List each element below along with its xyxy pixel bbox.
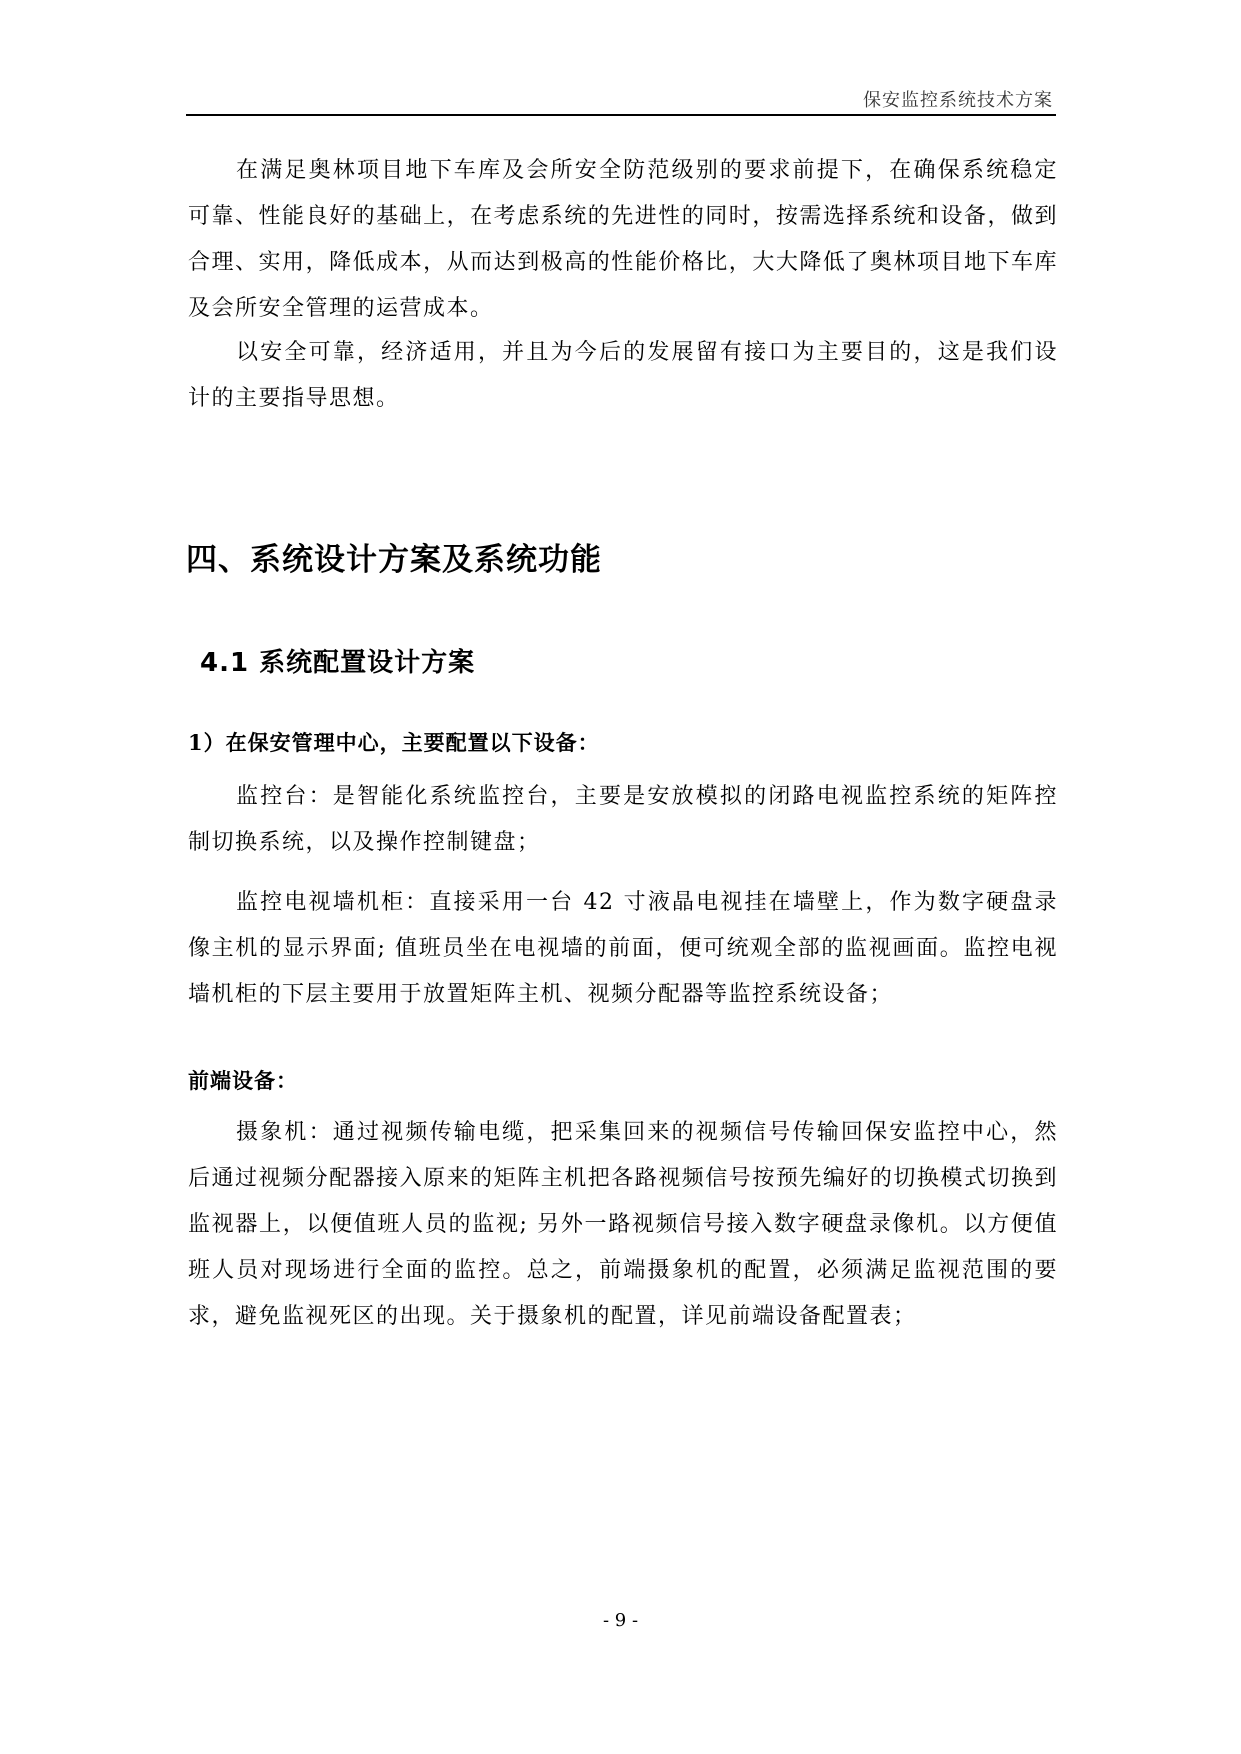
intro-paragraph: 在满足奥林项目地下车库及会所安全防范级别的要求前提下，在确保系统稳定可靠、性能良好的基础上，在考虑系统的先进性的同时，按需选择系统和设备，做到合理、实用，降低成本，从而达到极高的性能价格比，大大降低了奥林项目地下车库及会所安全管理的运营成本。	[188, 158, 1058, 321]
tv-wall-paragraph: 监控电视墙机柜：直接采用一台 42 寸液晶电视挂在墙壁上，作为数字硬盘录像主机的显示界面; 值班员坐在电视墙的前面，便可统观全部的监视画面。监控电视墙机柜的下层主要用于放置矩阵主机、视频分配器等监控系统设备；	[188, 890, 1058, 1007]
page-number: - 9 -	[602, 1610, 639, 1631]
console-paragraph: 监控台：是智能化系统监控台，主要是安放模拟的闭路电视监控系统的矩阵控制切换系统，以及操作控制键盘；	[188, 784, 1058, 855]
camera-paragraph: 摄象机：通过视频传输电缆，把采集回来的视频信号传输回保安监控中心，然后通过视频分配器接入原来的矩阵主机把各路视频信号按预先编好的切换模式切换到监视器上，以便值班人员的监视; 另外一路视频信号接入数字硬盘录像机。以方便值班人员对现场进行全面的监控。总之，前端摄象机的配置，必须满足监视范围的要求，避免监视死区的出现。关于摄象机的配置，详见前端设备配置表；	[188, 1120, 1058, 1329]
guiding-principle-paragraph: 以安全可靠，经济适用，并且为今后的发展留有接口为主要目的，这是我们设计的主要指导思想。	[188, 340, 1058, 411]
management-center-heading: 1）在保安管理中心，主要配置以下设备：	[188, 730, 600, 755]
subsection-heading: 4.1 系统配置设计方案	[200, 648, 476, 678]
header-rule	[186, 114, 1056, 116]
front-end-heading: 前端设备：	[188, 1068, 298, 1093]
section-heading: 四、系统设计方案及系统功能	[186, 542, 602, 578]
running-header: 保安监控系统技术方案	[863, 90, 1053, 111]
